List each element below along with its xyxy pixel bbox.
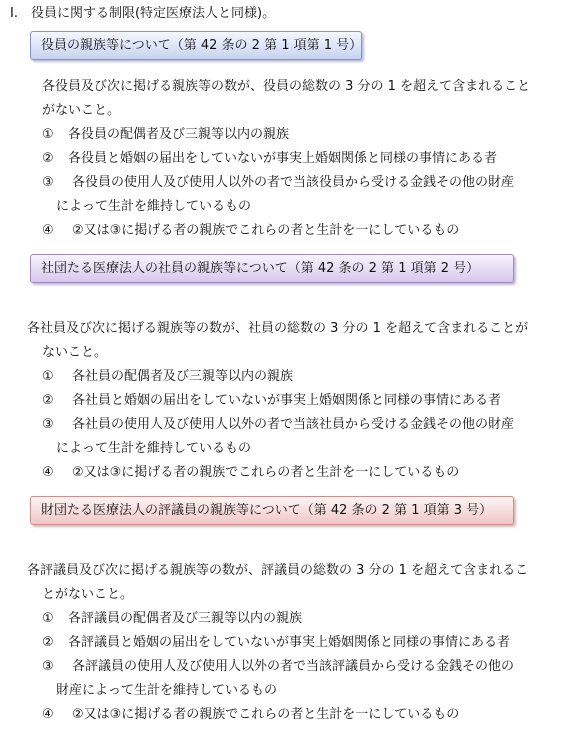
item-number: ③ bbox=[42, 175, 54, 190]
intro-line-1: 各社員及び次に掲げる親族等の数が、社員の総数の 3 分の 1 を超えて含まれることが bbox=[27, 321, 529, 336]
heading-label: 社団たる医療法人の社員の親族等について（第 42 条の 2 第 1 項第 2 号） bbox=[41, 260, 480, 276]
list-item: 各社員と婚姻の届出をしていないが事実上婚姻関係と同様の事情にある者 bbox=[72, 393, 502, 408]
item-number: ① bbox=[42, 127, 54, 142]
heading-association-members-relatives bbox=[30, 254, 514, 283]
intro-line-2: とがないこと。 bbox=[42, 587, 134, 602]
item-number: ④ bbox=[42, 707, 54, 722]
list-item: ②又は③に掲げる者の親族でこれらの者と生計を一にしているもの bbox=[72, 707, 460, 722]
list-item: 各役員の使用人及び使用人以外の者で当該役員から受ける金銭その他の財産 bbox=[72, 175, 515, 190]
heading-label: 財団たる医療法人の評議員の親族等について（第 42 条の 2 第 1 項第 3 号） bbox=[41, 502, 493, 518]
list-item-continuation: によって生計を維持しているもの bbox=[56, 199, 252, 214]
list-item-continuation: によって生計を維持しているもの bbox=[56, 441, 252, 456]
list-item: ②又は③に掲げる者の親族でこれらの者と生計を一にしているもの bbox=[72, 465, 460, 480]
item-number: ④ bbox=[42, 223, 54, 238]
item-number: ② bbox=[42, 393, 54, 408]
list-item: 各評議員の配偶者及び三親等以内の親族 bbox=[68, 611, 303, 626]
item-number: ① bbox=[42, 369, 54, 384]
heading-foundation-councillors-relatives bbox=[30, 496, 514, 525]
intro-line-2: ないこと。 bbox=[42, 345, 108, 360]
list-item: 各評議員の使用人及び使用人以外の者で当該評議員から受ける金銭その他の bbox=[72, 659, 515, 674]
list-item: 各役員と婚姻の届出をしていないが事実上婚姻関係と同様の事情にある者 bbox=[68, 151, 498, 166]
item-number: ② bbox=[42, 151, 54, 166]
list-item: 各評議員と婚姻の届出をしていないが事実上婚姻関係と同様の事情にある者 bbox=[68, 635, 511, 650]
intro-line-1: 各役員及び次に掲げる親族等の数が、役員の総数の 3 分の 1 を超えて含まれること bbox=[42, 79, 531, 94]
heading-officers-relatives bbox=[30, 31, 362, 60]
intro-line-2: がないこと。 bbox=[42, 103, 121, 118]
heading-label: 役員の親族等について（第 42 条の 2 第 1 項第 1 号） bbox=[41, 37, 363, 53]
list-item: 各役員の配偶者及び三親等以内の親族 bbox=[68, 127, 290, 142]
list-item: ②又は③に掲げる者の親族でこれらの者と生計を一にしているもの bbox=[72, 223, 460, 238]
list-item-continuation: 財産によって生計を維持しているもの bbox=[56, 683, 278, 698]
list-item: 各社員の配偶者及び三親等以内の親族 bbox=[72, 369, 294, 384]
item-number: ④ bbox=[42, 465, 54, 480]
section-title: I. 役員に関する制限(特定医療法人と同様)。 bbox=[10, 6, 276, 21]
item-number: ② bbox=[42, 635, 54, 650]
intro-line-1: 各評議員及び次に掲げる親族等の数が、評議員の総数の 3 分の 1 を超えて含まれるこ bbox=[27, 563, 529, 578]
list-item: 各社員の使用人及び使用人以外の者で当該社員から受ける金銭その他の財産 bbox=[72, 417, 515, 432]
item-number: ③ bbox=[42, 417, 54, 432]
item-number: ③ bbox=[42, 659, 54, 674]
item-number: ① bbox=[42, 611, 54, 626]
